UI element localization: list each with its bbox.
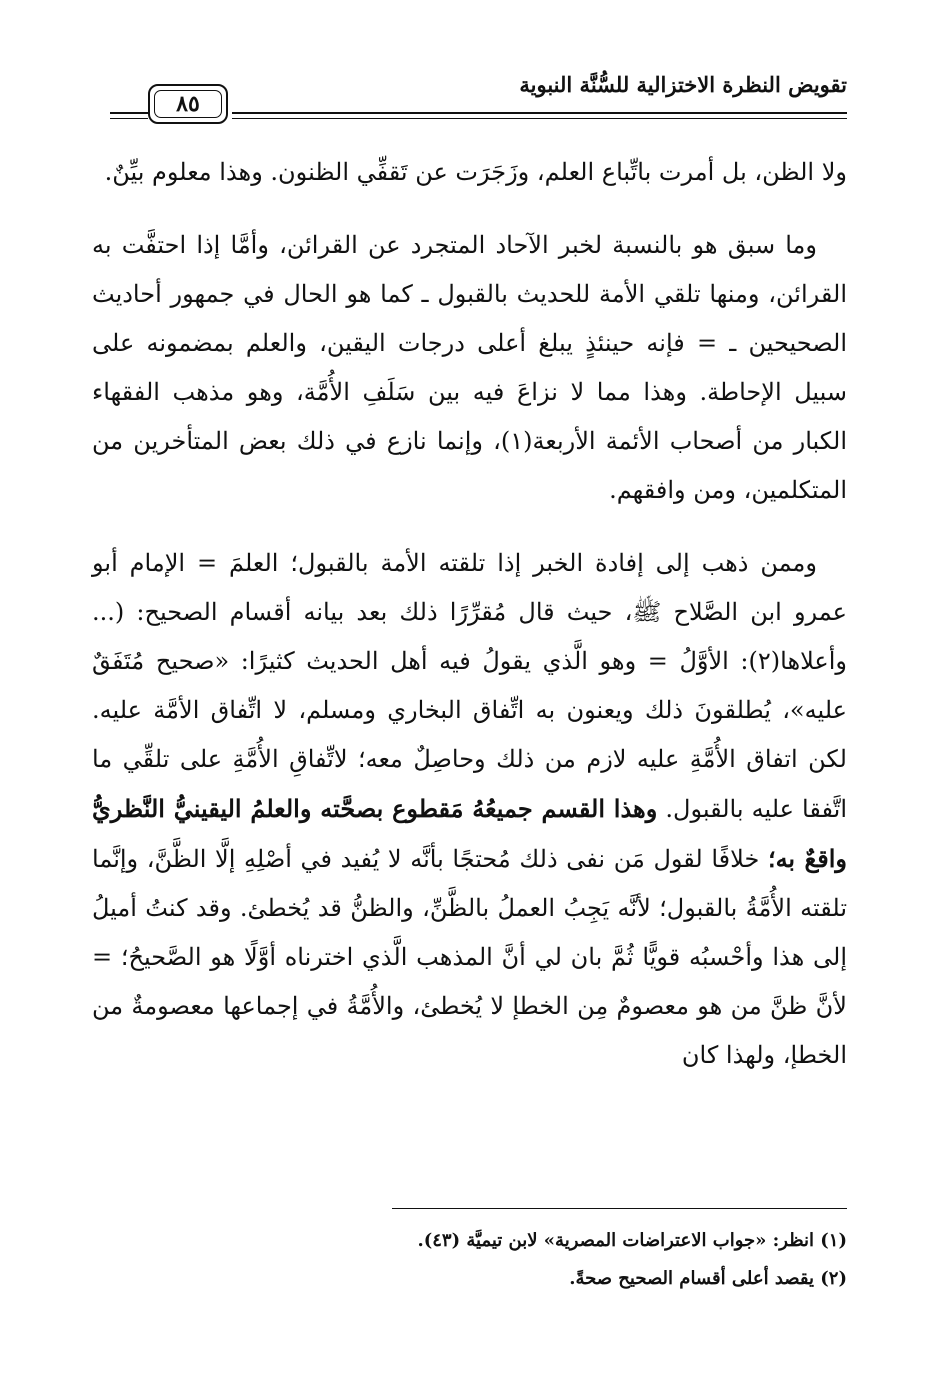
footnotes — [92, 1222, 847, 1298]
footnote-2: (٢) يقصد أعلى أقسام الصحيح صحةً. — [569, 1268, 847, 1289]
footnote-separator — [392, 1208, 847, 1209]
header-rule-left — [110, 112, 148, 120]
page-number: ٨٥ — [154, 90, 222, 118]
paragraph-gap — [92, 515, 847, 539]
page-number-frame — [148, 84, 228, 124]
header-rule-left-thick — [110, 112, 148, 114]
paragraph-gap — [92, 197, 847, 221]
body-text — [92, 148, 847, 1080]
header-rule-thin — [232, 118, 847, 119]
header-rule-left-thin — [110, 118, 148, 119]
header-rule — [232, 112, 847, 120]
paragraph-3-part-a: وممن ذهب إلى إفادة الخبر إذا تلقته الأمة بالقبول؛ العلمَ = الإمام أبو عمرو ابن الصَّلاح ﷺ، حيث قال مُقرِّرًا ذلك بعد بيانه أقسام الصحيح: (... وأعلاها(٢): الأوَّلُ = وهو الَّذي يقولُ فيه أهل الحديث كثيرًا: «صحيح مُتَفَقٌ عليه»، يُطلقونَ ذلك ويعنون به اتِّفاق البخاري ومسلم، لا اتِّفاق الأمَّة عليه. لكن اتفاق الأُمَّةِ عليه لازم من ذلك وحاصِلٌ معه؛ لاتِّفاقِ الأُمَّةِ على تلقِّي ما اتَّفقا عليه بالقبول. — [92, 549, 847, 823]
footnote-1: (١) انظر: «جواب الاعتراضات المصرية» لابن تيميَّة (٤٣). — [417, 1230, 847, 1251]
paragraph-3-part-b: خلافًا لقول مَن نفى ذلك مُحتجًا بأنَّه لا يُفيد في أصْلِهِ إلَّا الظَّنَّ، وإنَّما تلقته الأُمَّةُ بالقبول؛ لأنَّه يَجِبُ العملُ بالظَّنِّ، والظنُّ قد يُخطئ. وقد كنتُ أميلُ إلى هذا وأحْسبُه قويًّا ثُمَّ بان لي أنَّ المذهب الَّذي اخترناه أوَّلًا هو الصَّحيحُ؛ = لأنَّ ظنَّ من هو معصومٌ مِن الخطإ لا يُخطئ، والأُمَّةُ في إجماعها معصومةٌ من الخطإ، ولهذا كان — [92, 845, 847, 1069]
running-title: تقويض النظرة الاختزالية للسُّنَّة النبوية — [519, 72, 847, 97]
paragraph-3-bold: وهذا القسم جميعُهُ مَقطوع بصحَّته والعلمُ اليقينيُّ النَّظريُّ واقعٌ به؛ — [92, 794, 847, 873]
header-rule-thick — [232, 112, 847, 114]
paragraph-1: ولا الظن، بل أمرت باتِّباع العلم، وزَجَرَت عن تَقفِّي الظنون. وهذا معلوم بيِّنٌ. — [104, 158, 847, 186]
paragraph-3 — [92, 539, 847, 1080]
paragraph-2: وما سبق هو بالنسبة لخبر الآحاد المتجرد عن القرائن، وأمَّا إذا احتفَّت به القرائن، ومنها تلقي الأمة للحديث بالقبول ـ كما هو الحال في جمهور أحاديث الصحيحين ـ = فإنه حينئذٍ يبلغ أعلى درجات اليقين، والعلم بمضمونه على سبيل الإحاطة. وهذا مما لا نزاعَ فيه بين سَلَفِ الأُمَّة، وهو مذهب الفقهاء الكبار من أصحاب الأئمة الأربعة(١)، وإنما نازع في ذلك بعض المتأخرين من المتكلمين، ومن وافقهم. — [92, 231, 847, 504]
